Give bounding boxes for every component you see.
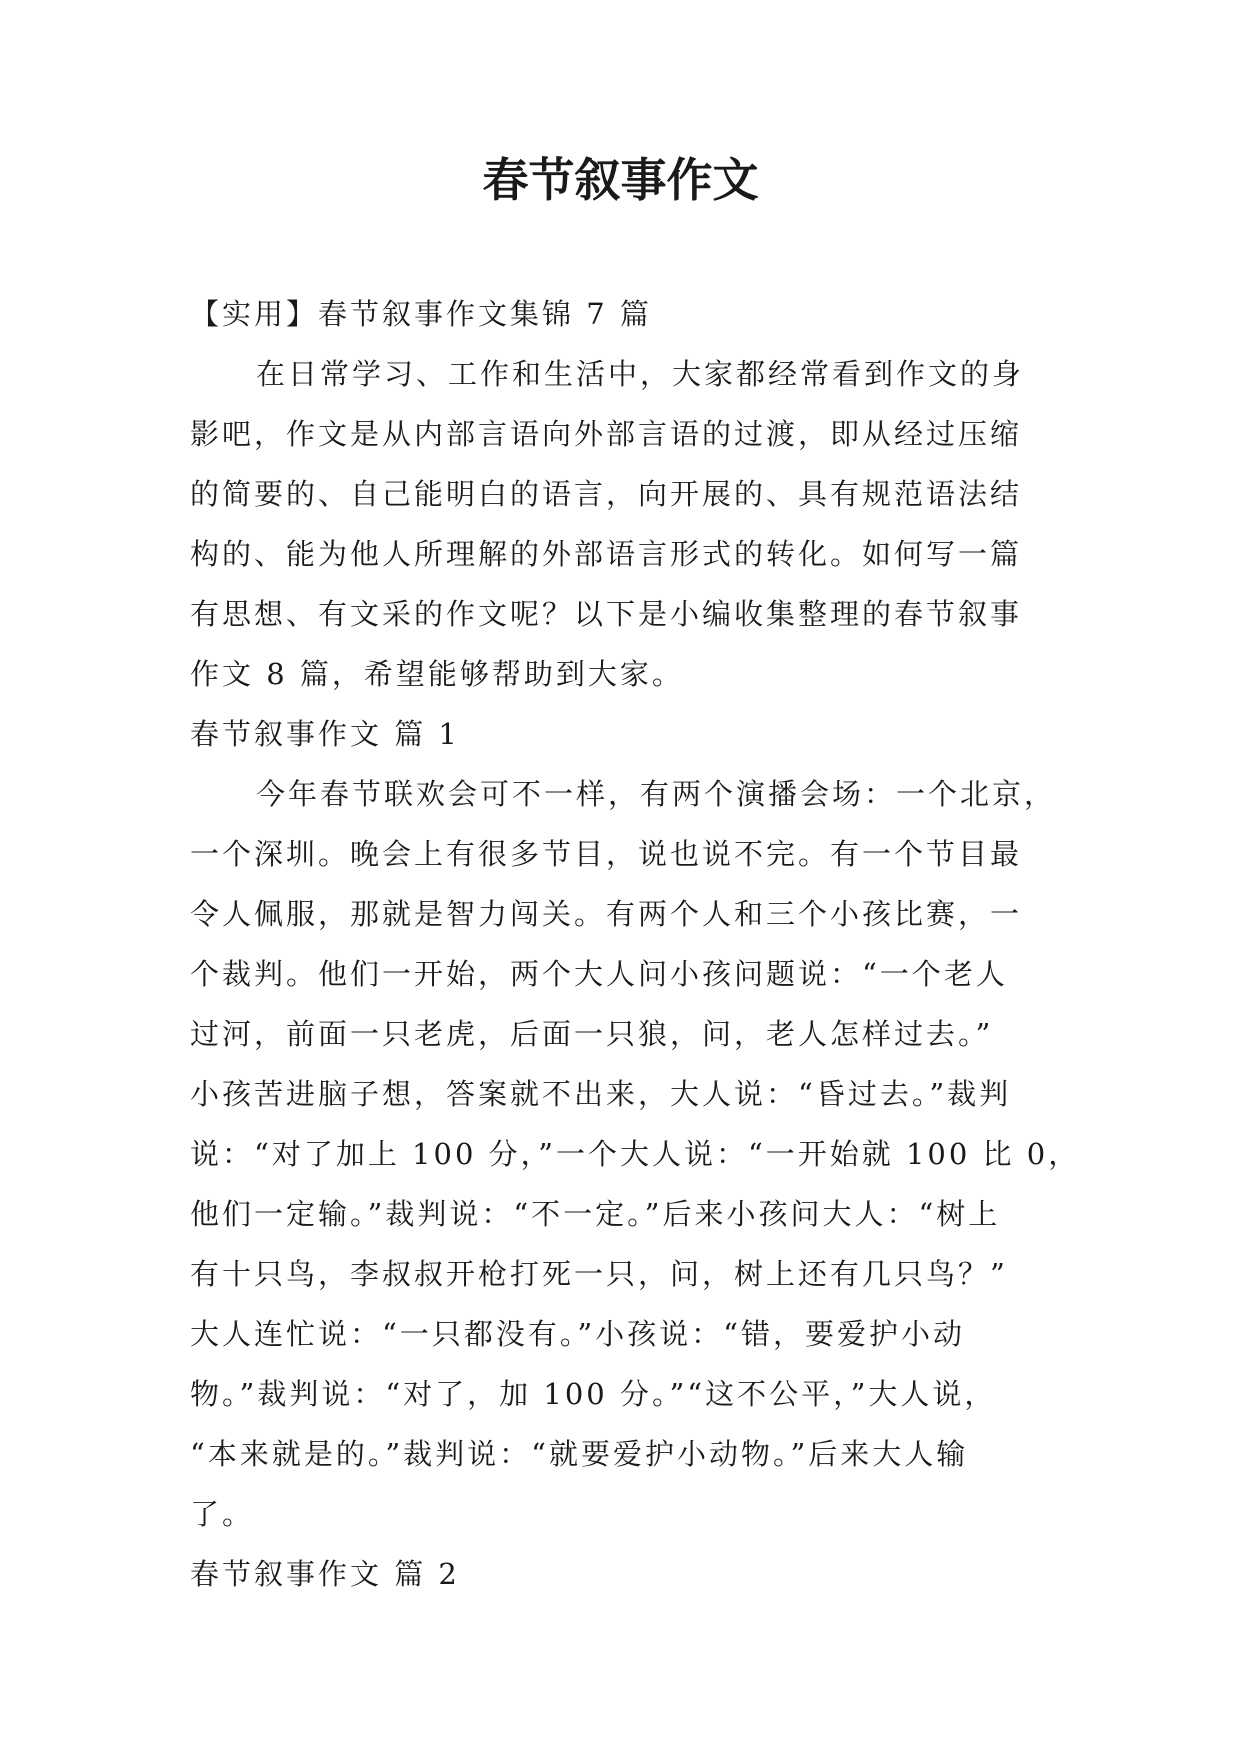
section1-paragraph bbox=[190, 764, 1081, 1544]
section-heading: 春节叙事作文 篇 2 bbox=[190, 1557, 460, 1591]
paragraph-line: “本来就是的。”裁判说：“就要爱护小动物。”后来大人输 bbox=[190, 1437, 969, 1471]
paragraph-line: 构的、能为他人所理解的外部语言形式的转化。如何写一篇 bbox=[190, 537, 1023, 571]
intro-paragraph bbox=[190, 344, 1056, 704]
paragraph-line: 作文 8 篇，希望能够帮助到大家。 bbox=[190, 657, 684, 691]
document-title: 春节叙事作文 bbox=[482, 153, 759, 207]
paragraph-line: 说：“对了加上 100 分，”一个大人说：“一开始就 100 比 0， bbox=[190, 1137, 1081, 1171]
paragraph-line: 的简要的、自己能明白的语言，向开展的、具有规范语法结 bbox=[190, 477, 1023, 511]
section-heading: 春节叙事作文 篇 1 bbox=[190, 717, 460, 751]
paragraph-line: 大人连忙说：“一只都没有。”小孩说：“错，要爱护小动 bbox=[190, 1317, 965, 1351]
document-body bbox=[190, 284, 1081, 1604]
paragraph-line: 今年春节联欢会可不一样，有两个演播会场：一个北京， bbox=[256, 777, 1057, 811]
paragraph-line: 一个深圳。晚会上有很多节目，说也说不完。有一个节目最 bbox=[190, 837, 1023, 871]
paragraph-line: 物。”裁判说：“对了，加 100 分。”“这不公平，”大人说， bbox=[190, 1377, 997, 1411]
paragraph-line: 过河，前面一只老虎，后面一只狼，问，老人怎样过去。” bbox=[190, 1017, 994, 1051]
subtitle: 【实用】春节叙事作文集锦 7 篇 bbox=[190, 297, 652, 331]
paragraph-line: 令人佩服，那就是智力闯关。有两个人和三个小孩比赛，一 bbox=[190, 897, 1023, 931]
paragraph-line: 在日常学习、工作和生活中，大家都经常看到作文的身 bbox=[256, 357, 1025, 391]
paragraph-line: 他们一定输。”裁判说：“不一定。”后来小孩问大人：“树上 bbox=[190, 1197, 1001, 1231]
paragraph-line: 有思想、有文采的作文呢？以下是小编收集整理的春节叙事 bbox=[190, 597, 1023, 631]
paragraph-line: 影吧，作文是从内部言语向外部言语的过渡，即从经过压缩 bbox=[190, 417, 1023, 451]
paragraph-line: 有十只鸟，李叔叔开枪打死一只，问，树上还有几只鸟？” bbox=[190, 1257, 1008, 1291]
paragraph-line: 小孩苦进脑子想，答案就不出来，大人说：“昏过去。”裁判 bbox=[190, 1077, 1012, 1111]
paragraph-line: 了。 bbox=[190, 1497, 255, 1531]
paragraph-line: 个裁判。他们一开始，两个大人问小孩问题说：“一个老人 bbox=[190, 957, 1008, 991]
